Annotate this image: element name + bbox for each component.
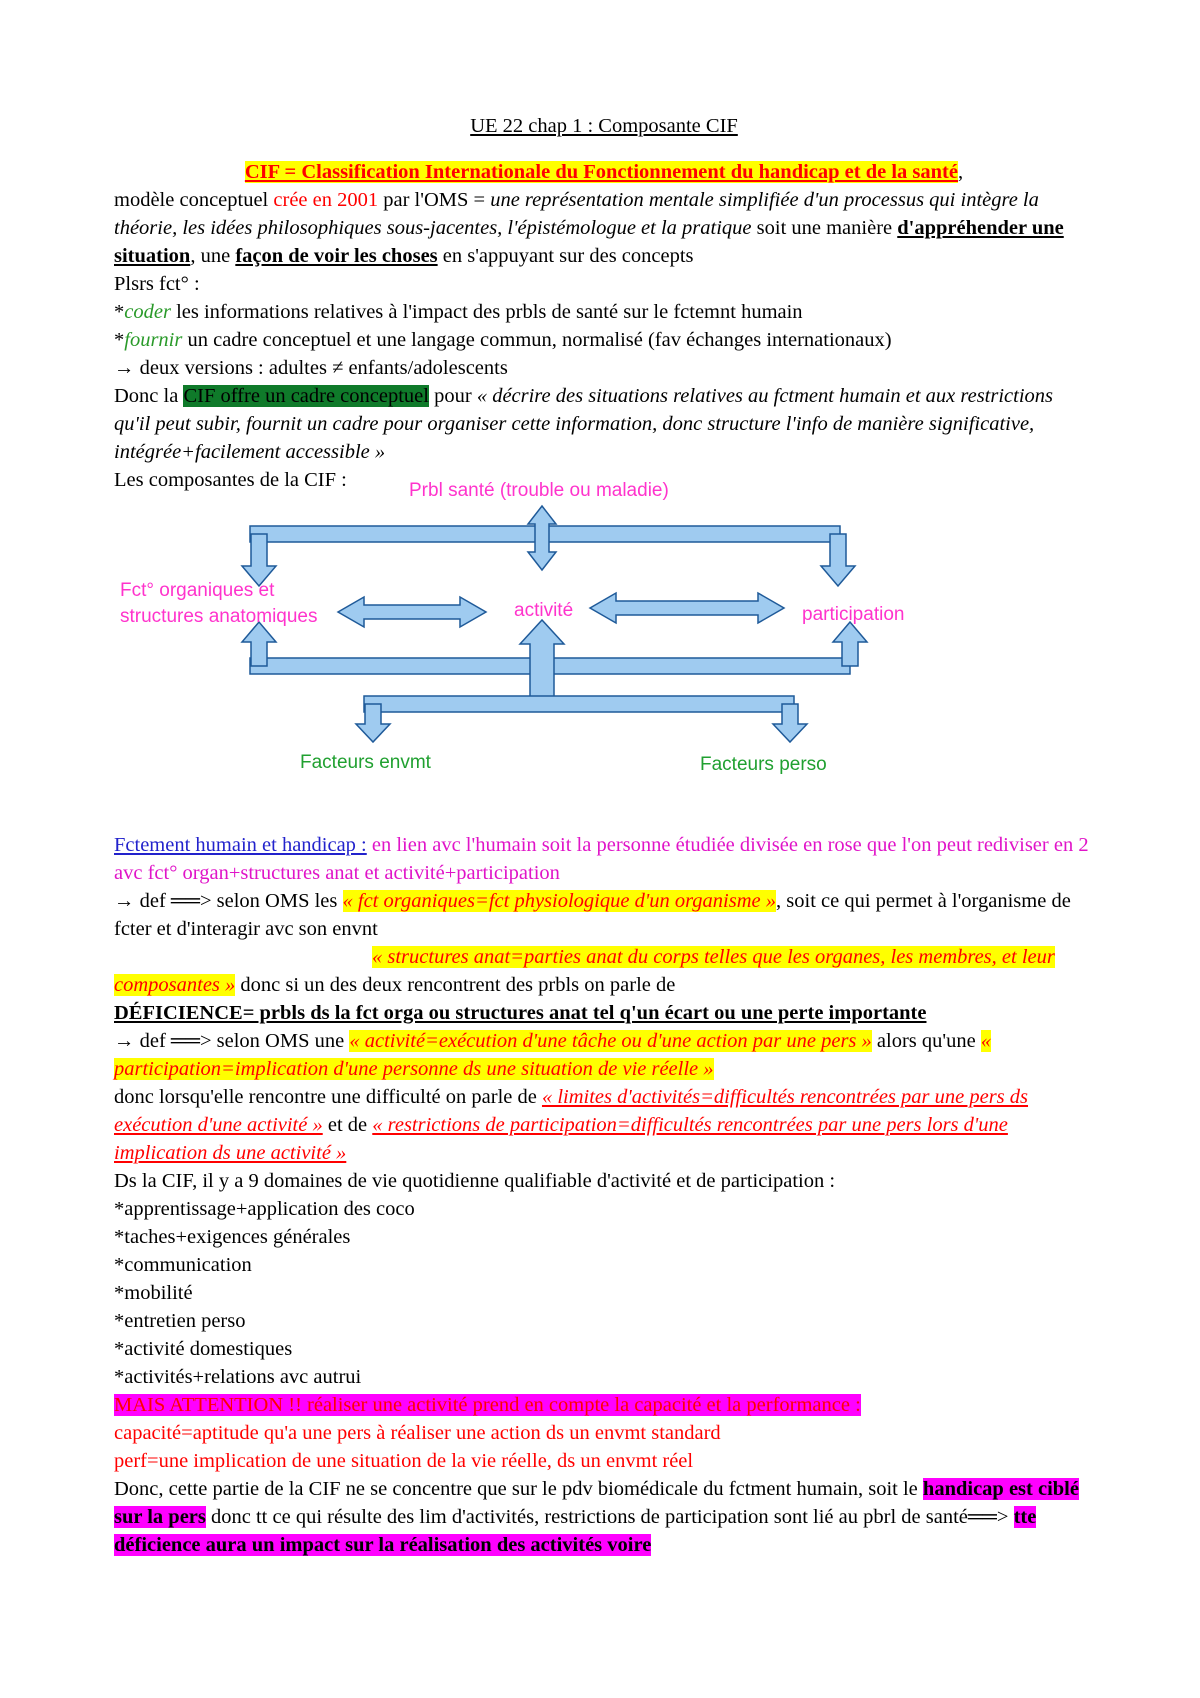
label-environment-factors: Facteurs envmt: [300, 752, 431, 773]
text-span: soit une manière: [751, 217, 898, 239]
function-provide: [114, 326, 1094, 354]
green-highlight: CIF offre un cadre conceptuel: [183, 385, 429, 407]
list-item: *mobilité: [114, 1282, 193, 1304]
text-span: pour: [428, 385, 477, 407]
label-health-problem: Prbl santé (trouble ou maladie): [409, 480, 669, 501]
text-span: , une: [190, 245, 236, 267]
text-span: alors qu'une: [871, 1030, 981, 1052]
bullet: *: [114, 329, 125, 351]
list-item: *apprentissage+application des coco: [114, 1198, 415, 1220]
cif-definition-line: [114, 158, 1094, 186]
key-phrase: d'appréhender une situation: [114, 217, 1064, 267]
document-page: [114, 112, 1094, 1559]
domains-heading: Ds la CIF, il y a 9 domaines de vie quotidienne qualifiable d'activité et de participation :: [114, 1170, 836, 1192]
verb-highlight: coder: [124, 301, 171, 323]
definition-activity: [114, 1027, 1094, 1083]
text-span: en s'appuyant sur des concepts: [437, 245, 694, 267]
double-arrow-activity-participation: [590, 593, 784, 623]
text-span: et de: [322, 1114, 373, 1136]
key-phrase: façon de voir les choses: [235, 245, 438, 267]
contextual-factors-bar: [364, 696, 794, 712]
section-heading: Fctement humain et handicap :: [114, 834, 367, 856]
quote: « décrire des situations relatives au fctment humain et aux restrictions qu'il peut subir, fournit un cadre pour organiser cette information, donc structure l'info de manière significative, intégrée+facilement accessible »: [114, 385, 1054, 463]
text-span: → def ══> selon OMS les: [114, 890, 343, 912]
text-span: → def ══> selon OMS une: [114, 1030, 350, 1052]
components-heading: Les composantes de la CIF :: [114, 469, 347, 491]
label-body-functions-1: Fct° organiques et: [120, 580, 275, 601]
definition-functions: [114, 887, 1094, 943]
label-personal-factors: Facteurs perso: [700, 754, 827, 775]
arrow-group: [242, 506, 867, 742]
definition-underlined: « restrictions de participation=difficultés rencontrées par une pers lors d'une implication ds une activité »: [114, 1114, 1008, 1164]
paragraph-cadre: [114, 382, 1094, 466]
text-span: modèle conceptuel: [114, 189, 274, 211]
text-span: donc si un des deux rencontrent des prbls on parle de: [235, 974, 676, 996]
list-item: *communication: [114, 1254, 252, 1276]
definition-highlight: « participation=implication d'une personne ds une situation de vie réelle »: [114, 1030, 992, 1080]
document-title: UE 22 chap 1 : Composante CIF: [470, 115, 738, 137]
double-arrow-functions-activity: [338, 597, 486, 627]
text-span: donc lorsqu'elle rencontre une difficulté on parle de: [114, 1086, 542, 1108]
definition-structures: [114, 943, 1094, 999]
paragraph-human-functioning: [114, 831, 1094, 887]
capacity-definition: capacité=aptitude qu'a une pers à réaliser une action ds un envmt standard: [114, 1422, 721, 1444]
bullet: *: [114, 301, 125, 323]
performance-definition: perf=une implication de une situation de la vie réelle, ds un envmt réel: [114, 1450, 694, 1472]
text-span: Donc, cette partie de la CIF ne se concentre que sur le pdv biomédicale du fctment humain, soit le: [114, 1478, 923, 1500]
definition-highlight: « structures anat=parties anat du corps telles que les organes, les membres, et leur composantes »: [114, 946, 1055, 996]
magenta-highlight: tte déficience aura un impact sur la réalisation des activités voire: [114, 1506, 1037, 1556]
functions-heading: Plsrs fct° :: [114, 273, 200, 295]
text-span: Donc la: [114, 385, 184, 407]
versions-line: → deux versions : adultes ≠ enfants/adolescents: [114, 357, 508, 379]
text-span: par l'OMS =: [378, 189, 491, 211]
date-highlight: crée en 2001: [273, 189, 379, 211]
label-body-functions-2: structures anatomiques: [120, 606, 318, 627]
cif-definition-comma: ,: [957, 161, 964, 183]
list-item: *activités+relations avc autrui: [114, 1366, 362, 1388]
text-span: donc tt ce qui résulte des lim d'activités, restrictions de participation sont lié au pbrl de santé══>: [205, 1506, 1014, 1528]
pink-text: en lien avc l'humain soit la personne étudiée divisée en rose que l'on peut rediviser en 2 avc fct° organ+structures anat et activité+participation: [114, 834, 1089, 884]
list-item: *entretien perso: [114, 1310, 246, 1332]
text-span: , soit ce qui permet à l'organisme de fcter et d'interagir avc son envnt: [114, 890, 1071, 940]
paragraph-conclusion: [114, 1475, 1094, 1559]
list-item: *taches+exigences générales: [114, 1226, 351, 1248]
cif-definition: CIF = Classification Internationale du Fonctionnement du handicap et de la santé: [244, 161, 958, 183]
diagram-arrows: [114, 490, 1094, 835]
text-span: les informations relatives à l'impact des prbls de santé sur le fctemnt humain: [170, 301, 803, 323]
text-span: un cadre conceptuel et une langage commun, normalisé (fav échanges internationaux): [182, 329, 892, 351]
warning-line: [114, 1391, 1094, 1419]
function-code: [114, 298, 1094, 326]
model-definition: une représentation mentale simplifiée d'un processus qui intègre la théorie, les idées philosophiques sous-jacentes, l'épistémologue et la pratique: [114, 189, 1039, 239]
warning-highlight: MAIS ATTENTION !! réaliser une activité prend en compte la capacité et la performance :: [114, 1394, 861, 1416]
definition-limits: [114, 1083, 1094, 1167]
label-activity: activité: [514, 600, 574, 621]
verb-highlight: fournir: [124, 329, 183, 351]
deficiency-definition: DÉFICIENCE= prbls ds la fct orga ou structures anat tel q'un écart ou une perte importante: [114, 1002, 927, 1024]
list-item: *activité domestiques: [114, 1338, 293, 1360]
label-participation: participation: [802, 604, 905, 625]
definition-highlight: « fct organiques=fct physiologique d'un organisme »: [342, 890, 777, 912]
paragraph-model: [114, 186, 1094, 270]
definition-underlined: « limites d'activités=difficultés rencontrées par une pers ds exécution d'une activité »: [114, 1086, 1029, 1136]
magenta-highlight: handicap est ciblé sur la pers: [114, 1478, 1079, 1528]
definition-highlight: « activité=exécution d'une tâche ou d'une action par une pers »: [349, 1030, 872, 1052]
